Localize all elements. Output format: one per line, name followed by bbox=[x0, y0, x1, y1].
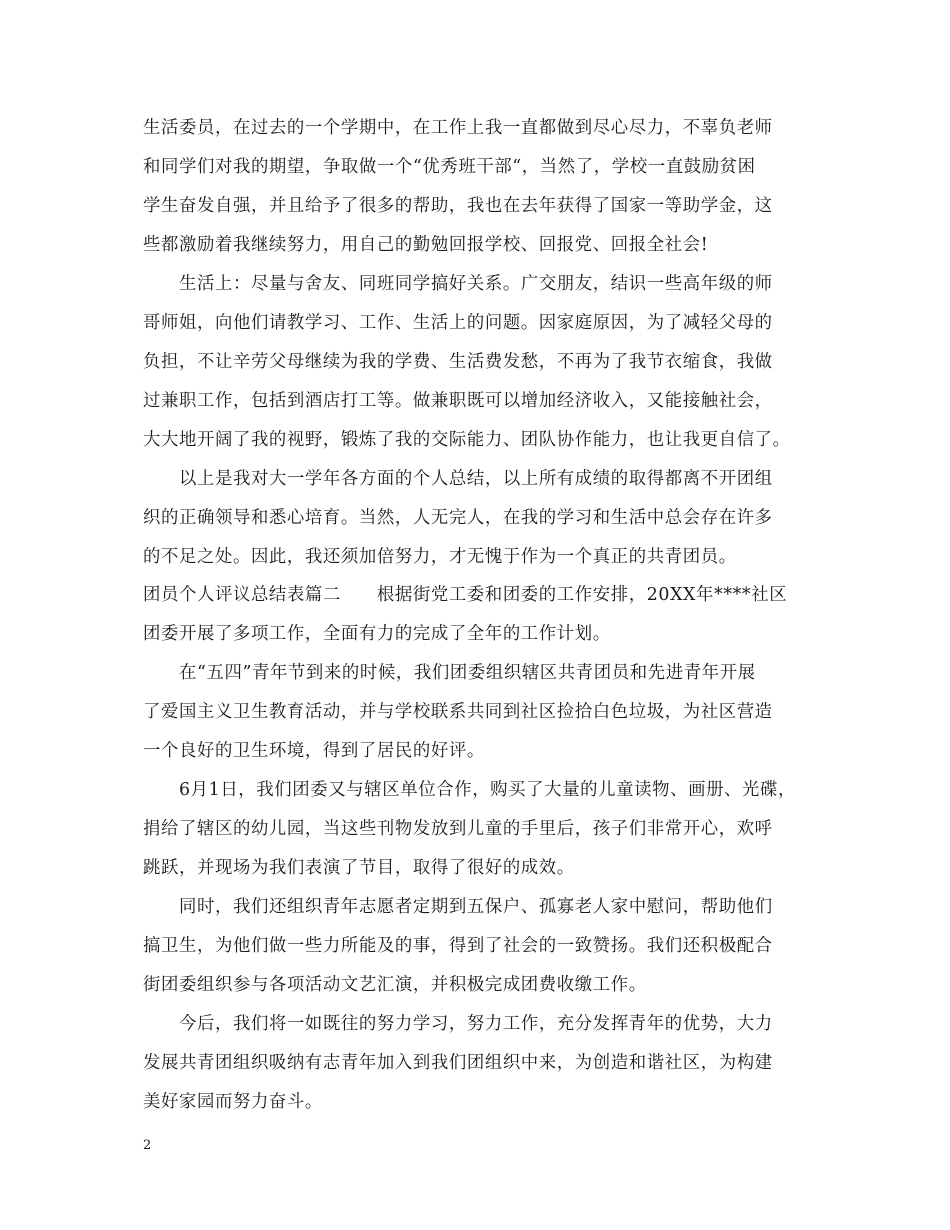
text-line: 哥师姐，向他们请教学习、工作、生活上的问题。因家庭原因，为了减轻父母的 bbox=[143, 313, 773, 333]
text-line: 些都激励着我继续努力，用自己的勤勉回报学校、回报党、回报全社会! bbox=[143, 235, 709, 255]
text-line: 以上是我对大一学年各方面的个人总结，以上所有成绩的取得都离不开团组 bbox=[179, 469, 773, 489]
text-line: 同时，我们还组织青年志愿者定期到五保户、孤寡老人家中慰问，帮助他们 bbox=[179, 897, 773, 917]
text-line: 生活委员，在过去的一个学期中，在工作上我一直都做到尽心尽力，不辜负老师 bbox=[143, 118, 773, 138]
text-line: 在“五四”青年节到来的时候，我们团委组织辖区共青团员和先进青年开展 bbox=[179, 663, 756, 683]
page-number: 2 bbox=[143, 1138, 152, 1153]
text-line: 团委开展了多项工作，全面有力的完成了全年的工作计划。 bbox=[143, 624, 611, 644]
text-line: 生活上：尽量与舍友、同班同学搞好关系。广交朋友，结识一些高年级的师 bbox=[179, 274, 773, 294]
text-line: 一个良好的卫生环境，得到了居民的好评。 bbox=[143, 741, 485, 761]
text-line: 今后，我们将一如既往的努力学习，努力工作，充分发挥青年的优势，大力 bbox=[179, 1014, 773, 1034]
text-line: 学生奋发自强，并且给予了很多的帮助，我也在去年获得了国家一等助学金，这 bbox=[143, 196, 773, 216]
text-line: 跳跃，并现场为我们表演了节目，取得了很好的成效。 bbox=[143, 858, 575, 878]
section-heading-line: 团员个人评议总结表篇二 根据街党工委和团委的工作安排，20XX年****社区 bbox=[143, 585, 788, 605]
text-line: 6月1日，我们团委又与辖区单位合作，购买了大量的儿童读物、画册、光碟， bbox=[179, 780, 797, 800]
text-line: 发展共青团组织吸纳有志青年加入到我们团组织中来，为创造和谐社区，为构建 bbox=[143, 1053, 773, 1073]
text-line: 大大地开阔了我的视野，锻炼了我的交际能力、团队协作能力，也让我更自信了。 bbox=[143, 430, 791, 450]
text-line: 街团委组织参与各项活动文艺汇演，并积极完成团费收缴工作。 bbox=[143, 975, 647, 995]
text-line: 捐给了辖区的幼儿园，当这些刊物发放到儿童的手里后，孩子们非常开心，欢呼 bbox=[143, 819, 773, 839]
text-line: 搞卫生，为他们做一些力所能及的事，得到了社会的一致赞扬。我们还积极配合 bbox=[143, 936, 773, 956]
text-line: 美好家园而努力奋斗。 bbox=[143, 1092, 323, 1112]
text-line: 了爱国主义卫生教育活动，并与学校联系共同到社区捡拾白色垃圾，为社区营造 bbox=[143, 702, 773, 722]
text-line: 织的正确领导和悉心培育。当然，人无完人，在我的学习和生活中总会存在许多 bbox=[143, 508, 773, 528]
text-line: 和同学们对我的期望，争取做一个“优秀班干部“，当然了，学校一直鼓励贫困 bbox=[143, 157, 756, 177]
text-line: 过兼职工作，包括到酒店打工等。做兼职既可以增加经济收入，又能接触社会， bbox=[143, 391, 773, 411]
text-line: 负担，不让辛劳父母继续为我的学费、生活费发愁，不再为了我节衣缩食，我做 bbox=[143, 352, 773, 372]
text-line: 的不足之处。因此，我还须加倍努力，才无愧于作为一个真正的共青团员。 bbox=[143, 547, 737, 567]
